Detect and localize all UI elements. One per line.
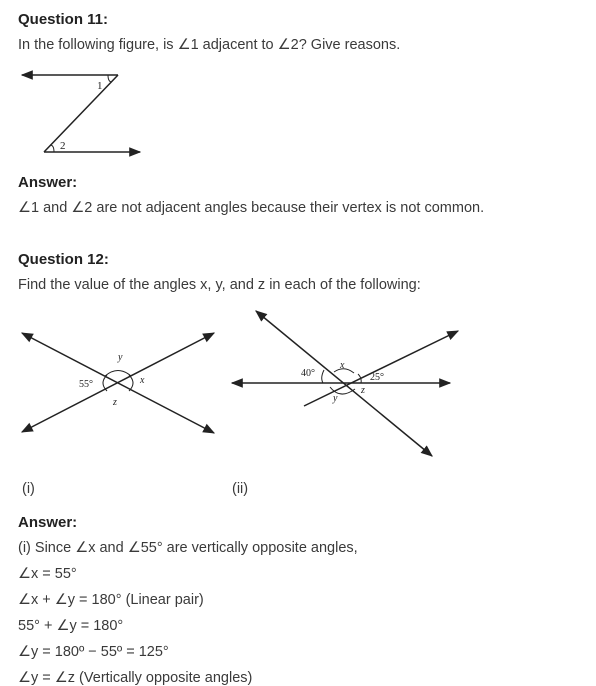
q11-diagonal <box>44 75 118 152</box>
q12-answer-line: ∠y = 180º − 55º = 125° <box>18 644 169 660</box>
fig2-label-x: x <box>340 360 345 371</box>
q11-prompt: In the following figure, is ∠1 adjacent to ∠2? Give reasons. <box>18 37 401 53</box>
fig1-label-y: y <box>118 352 123 363</box>
q11-answer-text: ∠1 and ∠2 are not adjacent angles because their vertex is not common. <box>18 200 485 216</box>
q12-answer-line: ∠y = ∠z (Vertically opposite angles) <box>18 670 253 686</box>
fig2-label-z: z <box>361 385 365 396</box>
fig1-arc-top <box>105 371 131 377</box>
q12-answer-line: (i) Since ∠x and ∠55° are vertically opposite angles, <box>18 540 358 556</box>
q11-label-2: 2 <box>60 140 66 152</box>
q11-title: Question 11: <box>18 11 109 28</box>
fig2-angle-25: 25° <box>370 372 384 383</box>
fig2-caption: (ii) <box>232 481 249 497</box>
q12-prompt: Find the value of the angles x, y, and z in each of the following: <box>18 277 421 293</box>
q12-answer-line: ∠x + ∠y = 180° (Linear pair) <box>18 592 204 608</box>
fig1-label-z: z <box>113 397 117 408</box>
q12-answer-line: ∠x = 55° <box>18 566 77 582</box>
fig2-line-b <box>304 331 458 406</box>
q12-answer-label: Answer: <box>18 514 78 531</box>
q12-title: Question 12: <box>18 251 109 268</box>
q11-answer-label: Answer: <box>18 174 78 191</box>
fig2-arc-40 <box>322 370 324 383</box>
fig2-label-y: y <box>333 393 338 404</box>
fig1-caption: (i) <box>22 481 35 497</box>
q11-label-1: 1 <box>97 80 103 92</box>
fig2-angle-40: 40° <box>301 368 315 379</box>
fig1-label-x: x <box>140 375 145 386</box>
q12-answer-line: 55° + ∠y = 180° <box>18 618 124 634</box>
fig1-angle-55: 55° <box>79 379 93 390</box>
